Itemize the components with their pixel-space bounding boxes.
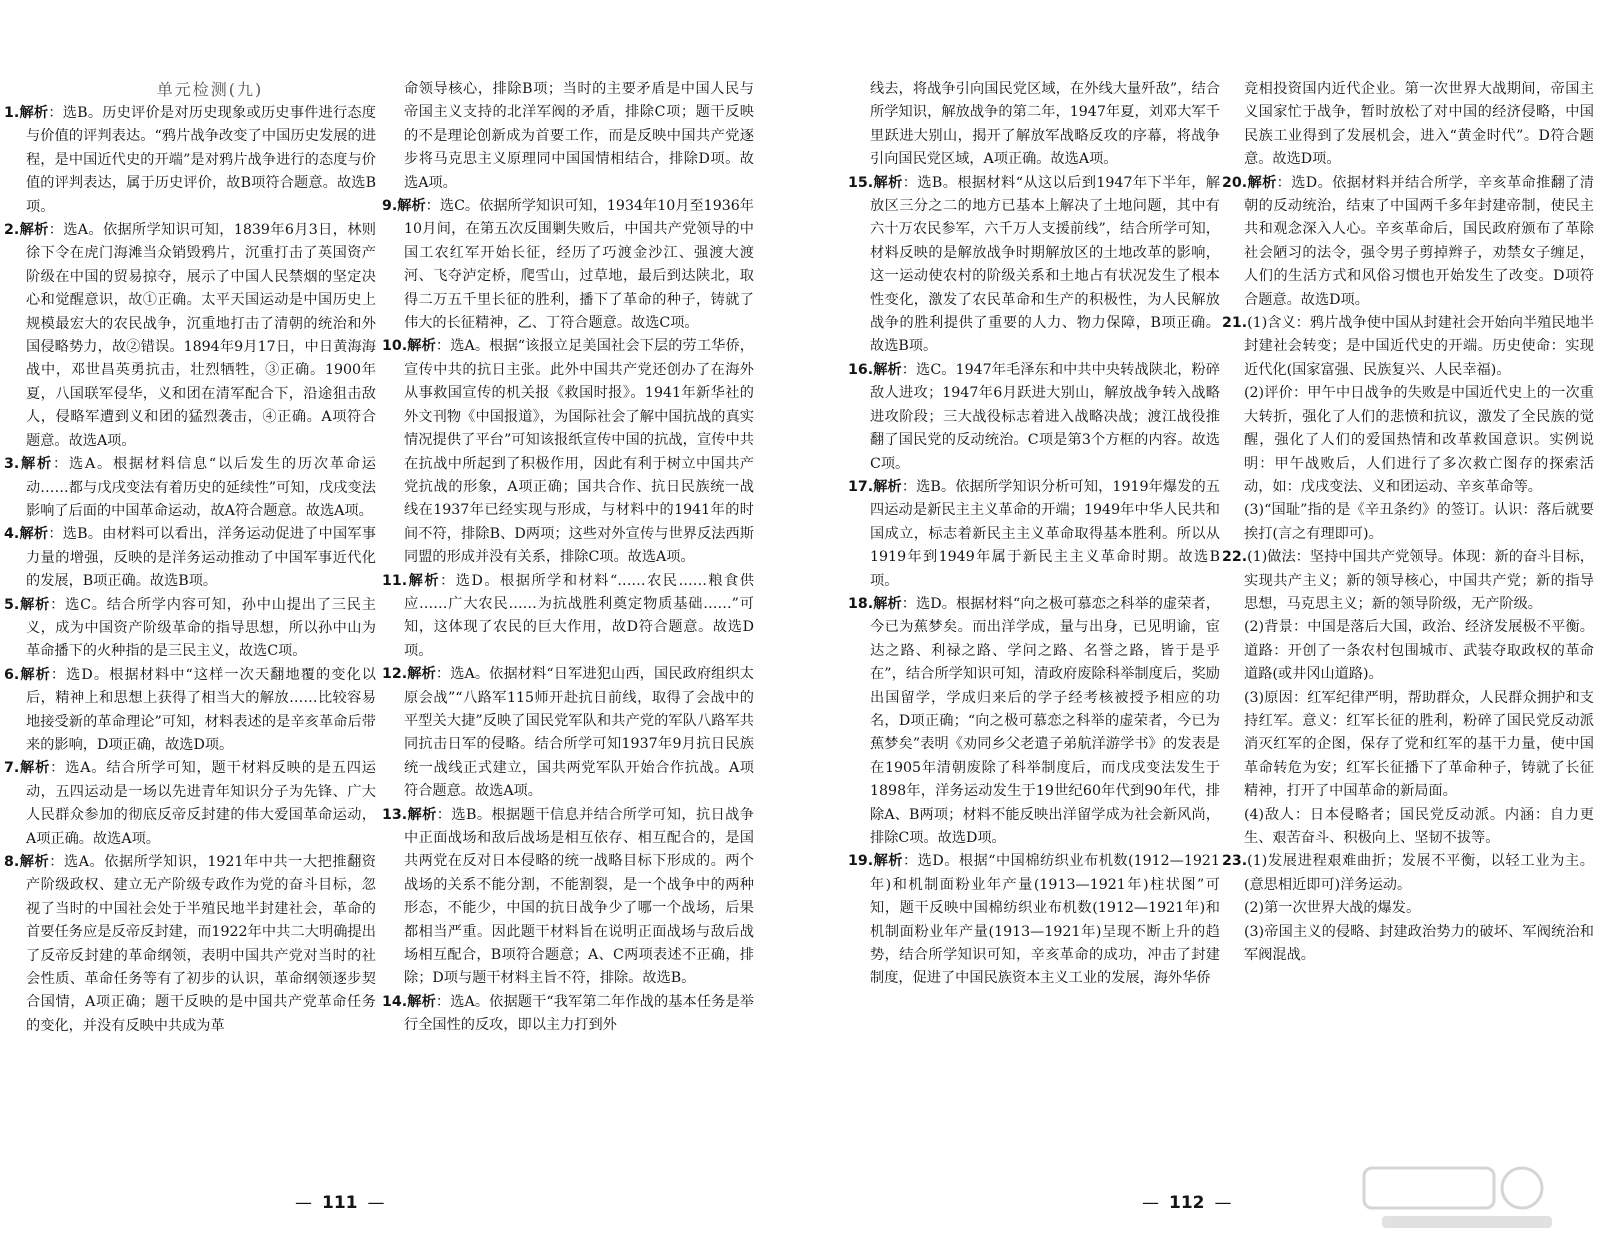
answer-item <box>848 850 1220 990</box>
answer-number: 19. <box>848 853 874 870</box>
analysis-label: 解析 <box>1247 174 1277 191</box>
column-1 <box>4 78 376 1178</box>
answer-text: ：选B。由材料可以看出，洋务运动促进了中国军事力量的增强，反映的是洋务运动推动了中国军事近代化的发展，B项正确。故选B项。 <box>26 526 376 590</box>
answer-subpart: (3)帝国主义的侵略、封建政治势力的破坏、军阀统治和军阀混战。 <box>1244 923 1594 964</box>
answer-number: 8. <box>4 854 20 870</box>
answer-text: ：选D。根据所学和材料“……农民……粮食供应……广大农民……为抗战胜利奠定物质基础……”可知，这体现了农民的巨大作用，故D符合题意。故选D项。 <box>404 572 754 659</box>
answer-number: 5. <box>4 596 20 613</box>
answer-item <box>4 523 376 593</box>
answer-text: ：选A。结合所学可知，题干材料反映的是五四运动，五四运动是一场以先进青年知识分子为先锋、广大人民群众参加的彻底反帝反封建的伟大爱国革命运动，A项正确。故选A项。 <box>26 760 376 847</box>
answer-item <box>382 195 754 335</box>
analysis-label: 解析 <box>19 760 51 777</box>
answer-number: 20. <box>1222 174 1248 191</box>
answer-item <box>1222 546 1594 616</box>
analysis-label: 解析 <box>873 853 903 870</box>
analysis-label: 解析 <box>19 222 49 239</box>
answer-number: 23. <box>1222 853 1248 870</box>
answer-text: ：选D。依据材料并结合所学，辛亥革命推翻了清朝的反动统治，结束了中国两千多年封建帝制，使民主共和观念深入人心。辛亥革命后，国民政府颁布了革除社会陋习的法令，强令男子剪掉辫子，劝禁女子缠足，人们的生活方式和风俗习惯也开始发生了改变。D项符合题意。故选D项。 <box>1244 174 1594 308</box>
analysis-label: 解析 <box>407 338 436 355</box>
answer-text: ：选A。依据题干“我军第二年作战的基本任务是举行全国性的反攻，即以主力打到外 <box>404 993 754 1034</box>
answer-number: 1. <box>4 105 20 121</box>
answer-continuation: 竞相投资国内近代企业。第一次世界大战期间，帝国主义国家忙于战争，暂时放松了对中国的经济侵略，中国民族工业得到了发展机会，进入“黄金时代”。D符合题意。故选D项。 <box>1244 81 1594 168</box>
answer-item <box>4 851 376 1038</box>
answer-text: ：选A。依据所学知识可知，1839年6月3日，林则徐下令在虎门海滩当众销毁鸦片，沉重打击了英国资产阶级在中国的贸易掠夺，展示了中国人民禁烟的坚定决心和觉醒意识，故①正确。太平天国运动是中国历史上规模最宏大的农民战争，沉重地打击了清朝的统治和外国侵略势力，故②错误。1894年9月17日，中日黄海海战中，邓世昌英勇抗击，壮烈牺牲，③正确。1900年夏，八国联军侵华，义和团在清军配合下，沿途狙击敌人，侵略军遭到义和团的猛烈袭击，④正确。A项符合题意。故选A项。 <box>26 222 376 449</box>
answer-subpart: (3)“国耻”指的是《辛丑条约》的签订。认识：落后就要挨打(言之有理即可)。 <box>1244 502 1594 542</box>
analysis-label: 解析 <box>19 526 49 543</box>
answer-item <box>382 663 754 803</box>
answer-text: ：选D。根据“中国棉纺织业布机数(1912—1921年)和机制面粉业年产量(1913—1921年)柱状图”可知，题干反映中国棉纺织业布机数(1912—1921年)和机制面粉业年产量(1913—1921年)呈现不断上升的趋势，结合所学知识可知，辛亥革命的成功，冲击了封建制度，促进了中国民族资本主义工业的发展，海外华侨 <box>870 853 1220 987</box>
answer-text: (1)含义：鸦片战争使中国从封建社会开始向半殖民地半封建社会转变；是中国近代史的开端。历史使命：实现近代化(国家富强、民族复兴、人民幸福)。 <box>1244 315 1594 378</box>
answer-number: 17. <box>848 478 874 495</box>
answer-text: (1)发展进程艰难曲折；发展不平衡，以轻工业为主。(意思相近即可)洋务运动。 <box>1244 853 1594 893</box>
analysis-label: 解析 <box>873 595 902 612</box>
analysis-label: 解析 <box>873 478 902 495</box>
answer-number: 11. <box>382 572 408 589</box>
answer-subpart: (2)评价：甲午中日战争的失败是中国近代史上的一次重大转折，强化了人们的悲愤和抗议，激发了全民族的觉醒，强化了人们的爱国热情和改革救国意识。实例说明：甲午战败后，人们进行了多次救亡图存的探索活动，如：戊戌变法、义和团运动、辛亥革命等。 <box>1244 385 1594 495</box>
answer-continuation: 命领导核心，排除B项；当时的主要矛盾是中国人民与帝国主义支持的北洋军阀的矛盾，排除C项；题干反映的不是理论创新成为首要工作，而是反映中国共产党逐步将马克思主义原理同中国国情相结合，排除D项。故选A项。 <box>404 81 754 191</box>
analysis-label: 解析 <box>19 666 51 683</box>
answer-text: ：选C。结合所学内容可知，孙中山提出了三民主义，成为中国资产阶级革命的指导思想，所以孙中山为革命播下的火种指的是三民主义，故选C项。 <box>26 596 376 660</box>
answer-subpart: (4)敌人：日本侵略者；国民党反动派。内涵：自力更生、艰苦奋斗、积极向上、坚韧不拔等。 <box>1244 806 1594 846</box>
answer-item <box>848 476 1220 593</box>
analysis-label: 解析 <box>407 666 436 683</box>
answer-text: ：选B。根据材料“从这以后到1947年下半年，解放区三分之二的地方已基本上解决了土地问题，其中有六十万农民参军，六千万人支援前线”，结合所学可知，材料反映的是解放战争时期解放区的土地改革的影响，这一运动使农村的阶级关系和土地占有状况发生了根本性变化，激发了农民革命和生产的积极性，为人民解放战争的胜利提供了重要的人力、物力保障，B项正确。故选B项。 <box>870 174 1220 355</box>
answer-item <box>382 991 754 1038</box>
answer-number: 13. <box>382 806 408 823</box>
answer-item <box>4 453 376 523</box>
page-number-left: — 111 — <box>295 1193 385 1213</box>
answer-subpart: (2)背景：中国是落后大国，政治、经济发展极不平衡。道路：开创了一条农村包围城市、武装夺取政权的革命道路(或井冈山道路)。 <box>1244 619 1594 683</box>
answer-item <box>848 359 1220 476</box>
answer-subpart: (3)原因：红军纪律严明，帮助群众，人民群众拥护和支持红军。意义：红军长征的胜利，粉碎了国民党反动派消灭红军的企图，保存了党和红军的基干力量，使中国革命转危为安；红军长征播下了革命种子，铸就了长征精神，打开了中国革命的新局面。 <box>1244 689 1594 800</box>
analysis-label: 解析 <box>19 105 49 121</box>
answer-item <box>848 593 1220 850</box>
answer-number: 6. <box>4 666 20 683</box>
answer-item <box>4 594 376 664</box>
analysis-label: 解析 <box>19 456 54 473</box>
answer-number: 4. <box>4 526 20 543</box>
answer-item <box>382 335 754 569</box>
column-2 <box>382 78 754 1178</box>
column-4 <box>1222 78 1594 1178</box>
answer-text: ：选B。依据所学知识分析可知，1919年爆发的五四运动是新民主主义革命的开端；1949年中华人民共和国成立，标志着新民主主义革命取得基本胜利。所以从1919年到1949年属于新民主主义革命时期。故选B项。 <box>870 478 1220 589</box>
answer-item <box>848 172 1220 359</box>
analysis-label: 解析 <box>19 596 51 613</box>
answer-item <box>4 664 376 758</box>
answer-number: 7. <box>4 760 20 777</box>
answer-item <box>4 757 376 851</box>
answer-text: ：选A。依据所学知识，1921年中共一大把推翻资产阶级政权、建立无产阶级专政作为党的奋斗目标，忽视了当时的中国社会处于半殖民地半封建社会，革命的首要任务应是反帝反封建，而1922年中共二大明确提出了反帝反封建的革命纲领，表明中国共产党对当时的社会性质、革命任务等有了初步的认识，革命纲领逐步契合国情，A项正确；题干反映的是中国共产党革命任务的变化，并没有反映中共成为革 <box>26 854 376 1034</box>
answer-text: ：选C。依据所学知识可知，1934年10月至1936年10月间，在第五次反围剿失败后，中国共产党领导的中国工农红军开始长征，经历了巧渡金沙江、强渡大渡河、飞夺泸定桥，爬雪山，过草地，最后到达陕北，取得二万五千里长征的胜利，播下了革命的种子，铸就了伟大的长征精神，乙、丁符合题意。故选C项。 <box>404 198 754 332</box>
answer-number: 2. <box>4 222 20 239</box>
answer-number: 21. <box>1222 315 1248 332</box>
answer-number: 3. <box>4 456 20 473</box>
analysis-label: 解析 <box>873 174 903 191</box>
answer-text: ：选D。根据材料中“这样一次天翻地覆的变化以后，精神上和思想上获得了相当大的解放……比较容易地接受新的革命理论”可知，材料表述的是辛亥革命后带来的影响，D项正确，故选D项。 <box>26 666 376 753</box>
answer-item <box>382 804 754 991</box>
answer-item <box>4 219 376 453</box>
analysis-label: 解析 <box>407 806 437 823</box>
answer-item <box>4 102 376 219</box>
answer-item <box>382 570 754 664</box>
watermark-logo <box>1362 1164 1572 1234</box>
answer-text: ：选B。根据题干信息并结合所学可知，抗日战争中正面战场和敌后战场是相互依存、相互配合的，是国共两党在反对日本侵略的统一战略目标下形成的。两个战场的关系不能分割，不能割裂，是一个战争中的两种形态，不能少，中国的抗日战争少了哪一个战场，后果都相当严重。因此题干材料旨在说明正面战场与敌后战场相互配合，B项符合题意；A、C两项表述不正确，排除；D项与题干材料主旨不符，排除。故选B。 <box>404 806 754 987</box>
answer-number: 12. <box>382 666 408 683</box>
analysis-label: 解析 <box>407 572 441 589</box>
unit-title: 单元检测(九) <box>156 80 264 99</box>
answer-text: (1)做法：坚持中国共产党领导。体现：新的奋斗目标，实现共产主义；新的领导核心，中国共产党；新的指导思想，马克思主义；新的领导阶级，无产阶级。 <box>1244 549 1594 612</box>
answer-continuation: 线去，将战争引向国民党区域，在外线大量歼敌”，结合所学知识，解放战争的第二年，1947年夏，刘邓大军千里跃进大别山，揭开了解放军战略反攻的序幕，将战争引向国民党区域，A项正确。故选A项。 <box>870 81 1220 168</box>
answer-item <box>1222 172 1594 312</box>
answer-item <box>1222 312 1594 382</box>
answer-number: 18. <box>848 595 874 612</box>
answer-item <box>1222 850 1594 897</box>
answer-text: ：选B。历史评价是对历史现象或历史事件进行态度与价值的评判表达。“鸦片战争改变了中国历史发展的进程，是中国近代史的开端”是对鸦片战争进行的态度与价值的评判表达，属于历史评价，故B项符合题意。故选B项。 <box>26 105 376 215</box>
answer-text: ：选C。1947年毛泽东和中共中央转战陕北，粉碎敌人进攻；1947年6月跃进大别山，解放战争转入战略进攻阶段；三大战役标志着进入战略决战；渡江战役推翻了国民党的反动统治。C项是第3个方框的内容。故选C项。 <box>870 361 1220 472</box>
analysis-label: 解析 <box>397 198 426 215</box>
answer-number: 14. <box>382 993 408 1010</box>
page-number-right: — 112 — <box>1142 1193 1232 1213</box>
analysis-label: 解析 <box>873 361 902 378</box>
analysis-label: 解析 <box>19 854 50 870</box>
answer-text: ：选A。依据材料“日军进犯山西，国民政府组织太原会战”“八路军115师开赴抗日前线，取得了会战中的平型关大捷”反映了国民党军队和共产党的军队八路军共同抗击日军的侵略。结合所学可知1937年9月抗日民族统一战线正式建立，国共两党军队开始合作抗战。A项符合题意。故选A项。 <box>404 666 754 800</box>
answer-number: 9. <box>382 198 398 215</box>
answer-text: ：选A。根据“该报立足美国社会下层的劳工华侨，宣传中共的抗日主张。此外中国共产党还创办了在海外从事救国宣传的机关报《救国时报》。1941年新华社的外文刊物《中国报道》，为国际社会了解中国抗战的真实情况提供了平台”可知该报纸宣传中国的抗战，宣传中共在抗战中所起到了积极作用，因此有利于树立中国共产党抗战的形象，A项正确；国共合作、抗日民族统一战线在1937年已经实现与形成，与材料中的1941年的时间不符，排除B、D两项；这些对外宣传与世界反法西斯同盟的形成并没有关系，排除C项。故选A项。 <box>404 338 754 566</box>
analysis-label: 解析 <box>407 993 436 1010</box>
answer-number: 15. <box>848 174 874 191</box>
answer-number: 10. <box>382 338 408 355</box>
answer-number: 22. <box>1222 549 1248 566</box>
answer-subpart: (2)第一次世界大战的爆发。 <box>1244 900 1421 917</box>
answer-text: ：选D。根据材料“向之极可慕恋之科举的虚荣者，今已为蕉梦矣。而出洋学成，量与出身，已见明谕，宦达之路、利禄之路、学问之路、名誉之路，皆于是乎在”，结合所学知识可知，清政府废除科举制度后，奖励出国留学，学成归来后的学子经考核被授予相应的功名，D项正确；“向之极可慕恋之科举的虚荣者，今已为蕉梦矣”表明《劝同乡父老遣子弟航洋游学书》的发表是在1905年清朝废除了科举制度后，而戊戌变法发生于1898年，洋务运动发生于19世纪60年代到90年代，排除A、B两项；材料不能反映出洋留学成为社会新风尚，排除C项。故选D项。 <box>870 595 1220 846</box>
column-3 <box>848 78 1220 1178</box>
answer-number: 16. <box>848 361 874 378</box>
answer-text: ：选A。根据材料信息“以后发生的历次革命运动……都与戊戌变法有着历史的延续性”可知，戊戌变法影响了后面的中国革命运动，故A符合题意。故选A项。 <box>26 456 376 519</box>
